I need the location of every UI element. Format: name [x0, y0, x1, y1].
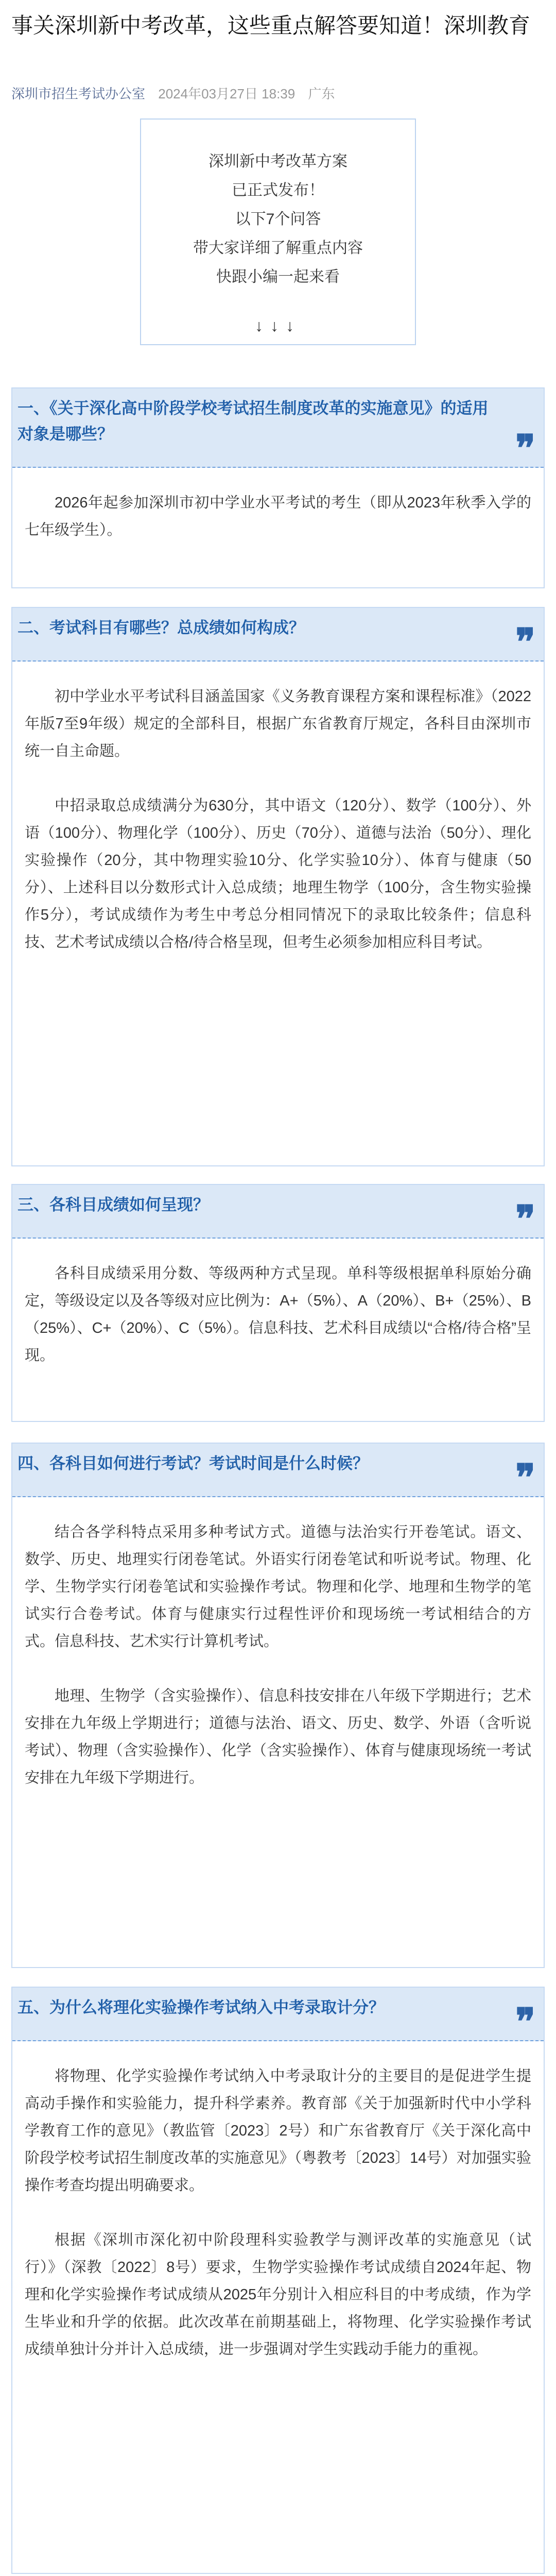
article-title: 事关深圳新中考改革，这些重点解答要知道！深圳教育: [11, 13, 531, 38]
qa-answer: [25, 2063, 531, 2363]
quote-icon: ❞: [515, 426, 535, 470]
intro-box: [140, 118, 416, 345]
article-meta: [11, 83, 335, 103]
quote-icon: ❞: [515, 1999, 535, 2043]
answer-paragraph: 将物理、化学实验操作考试纳入中考录取计分的主要目的是促进学生提高动手操作和实验能力，提升科学素养。教育部《关于加强新时代中小学科学教育工作的意见》（教监管〔2023〕2号）和广东省教育厅《关于深化高中阶段学校考试招生制度改革的实施意见》（粤教考〔2023〕14号）对加强实验操作考查均提出明确要求。: [25, 2068, 531, 2194]
qa-header: [12, 388, 544, 468]
intro-line: 以下7个问答: [235, 211, 321, 228]
qa-question-title: 三、各科目成绩如何呈现？: [18, 1196, 209, 1214]
intro-line: 带大家详细了解重点内容: [193, 240, 363, 257]
account-name-link[interactable]: 深圳市招生考试办公室: [11, 86, 146, 101]
qa-answer: [25, 1519, 531, 1792]
answer-paragraph: 各科目成绩采用分数、等级两种方式呈现。单科等级根据单科原始分确定，等级设定以及各等级对应比例为：A+（5%）、A（20%）、B+（25%）、B（25%）、C+（20%）、C（5%）。信息科技、艺术科目成绩以“合格/待合格”呈现。: [25, 1265, 531, 1364]
qa-section-3: [11, 1184, 545, 1422]
qa-header: [12, 1185, 544, 1239]
qa-answer: [25, 489, 531, 544]
answer-paragraph: 结合各学科特点采用多种考试方式。道德与法治实行开卷笔试。语文、数学、历史、地理实行闭卷笔试。外语实行闭卷笔试和听说考试。物理、化学、生物学实行闭卷笔试和实验操作考试。物理和化学、地理和生物学的笔试实行合卷考试。体育与健康实行过程性评价和现场统一考试相结合的方式。信息科技、艺术实行计算机考试。: [25, 1524, 531, 1650]
quote-icon: ❞: [515, 620, 535, 664]
answer-paragraph: 2026年起参加深圳市初中学业水平考试的考生（即从2023年秋季入学的七年级学生）。: [25, 495, 531, 538]
answer-paragraph: 初中学业水平考试科目涵盖国家《义务教育课程方案和课程标准》（2022年版7至9年级）规定的全部科目，根据广东省教育厅规定，各科目由深圳市统一自主命题。: [25, 688, 531, 759]
intro-text: [141, 147, 415, 292]
qa-section-5: [11, 1987, 545, 2574]
intro-line: 已正式发布！: [232, 182, 324, 199]
publish-date: 2024年03月27日 18:39: [158, 86, 296, 101]
qa-section-2: [11, 607, 545, 1166]
qa-question-title: 五、为什么将理化实验操作考试纳入中考录取计分？: [18, 1998, 385, 2016]
qa-header: [12, 1444, 544, 1497]
intro-line: 快跟小编一起来看: [216, 268, 340, 285]
qa-section-4: [11, 1443, 545, 1968]
qa-section-1: [11, 387, 545, 588]
publish-location: 广东: [308, 86, 335, 101]
quote-icon: ❞: [515, 1197, 535, 1241]
down-arrows-icon: ↓↓↓: [255, 316, 301, 335]
qa-question-title: 二、考试科目有哪些？总成绩如何构成？: [18, 619, 305, 637]
qa-header: [12, 608, 544, 662]
answer-paragraph: 中招录取总成绩满分为630分，其中语文（120分）、数学（100分）、外语（100分）、物理化学（100分）、历史（70分）、道德与法治（50分）、理化实验操作（20分，其中物理实验10分、化学实验10分）、体育与健康（50分）、上述科目以分数形式计入总成绩；地理生物学（100分，含生物实验操作5分），考试成绩作为考生中考总分相同情况下的录取比较条件；信息科技、艺术考试成绩以合格/待合格呈现，但考生必须参加相应科目考试。: [25, 798, 531, 951]
qa-answer: [25, 1260, 531, 1369]
qa-question-title: 四、各科目如何进行考试？考试时间是什么时候？: [18, 1454, 369, 1472]
quote-icon: ❞: [515, 1455, 535, 1499]
qa-question-title: 一、《关于深化高中阶段学校考试招生制度改革的实施意见》的适用对象是哪些？: [18, 399, 489, 443]
qa-header: [12, 1988, 544, 2041]
answer-paragraph: 地理、生物学（含实验操作）、信息科技安排在八年级下学期进行；艺术安排在九年级上学期进行；道德与法治、语文、历史、数学、外语（含听说考试）、物理（含实验操作）、化学（含实验操作）、体育与健康现场统一考试安排在九年级下学期进行。: [25, 1688, 531, 1786]
answer-paragraph: 根据《深圳市深化初中阶段理科实验教学与测评改革的实施意见（试行）》（深教〔2022〕8号）要求，生物学实验操作考试成绩自2024年起、物理和化学实验操作考试成绩从2025年分别计入相应科目的中考成绩，作为学生毕业和升学的依据。此次改革在前期基础上，将物理、化学实验操作考试成绩单独计分并计入总成绩，进一步强调对学生实践动手能力的重视。: [25, 2232, 531, 2358]
qa-answer: [25, 683, 531, 956]
intro-line: 深圳新中考改革方案: [208, 153, 348, 170]
